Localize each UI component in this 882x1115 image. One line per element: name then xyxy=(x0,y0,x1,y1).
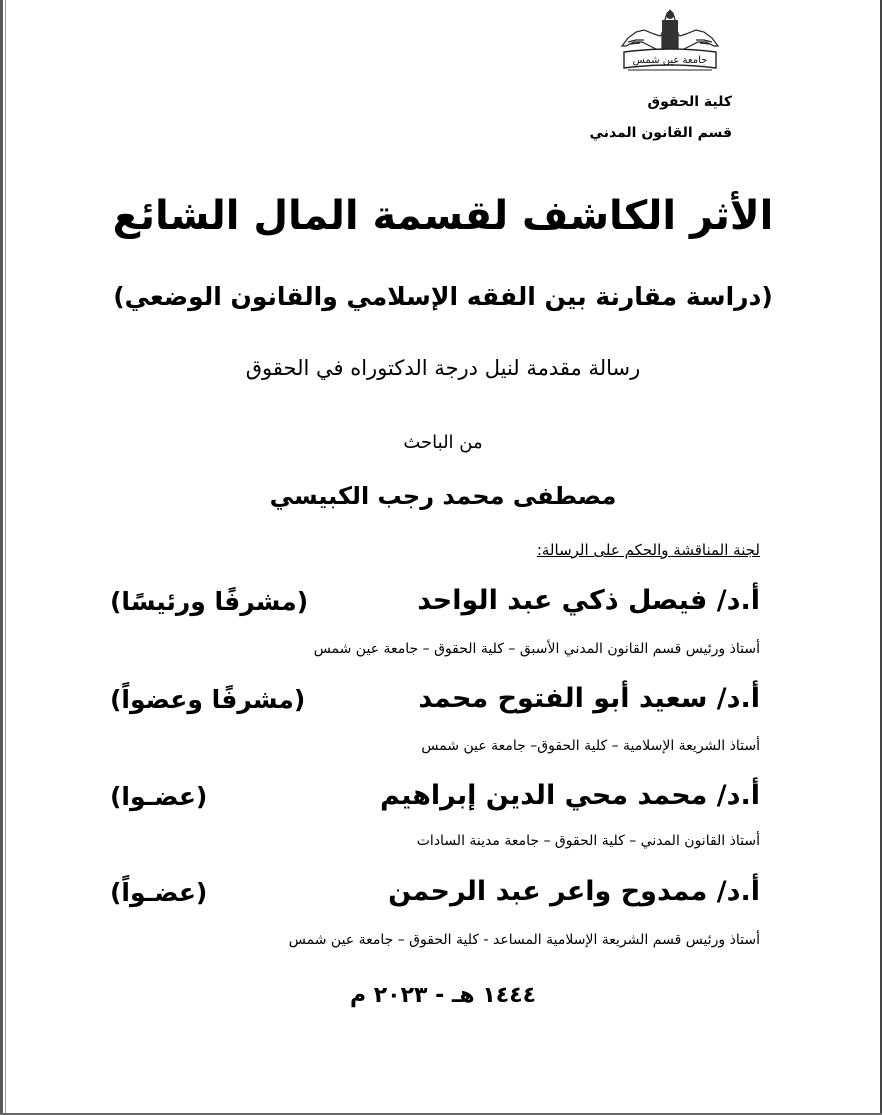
document-page xyxy=(6,0,880,1113)
member-description: أستاذ ورئيس قسم الشريعة الإسلامية المساعد - كلية الحقوق – جامعة عين شمس xyxy=(288,932,760,948)
thesis-date: ١٤٤٤ هـ - ٢٠٢٣ م xyxy=(349,983,537,1008)
university-crest-icon xyxy=(614,6,726,84)
member-role: (مشرفًا وعضواً) xyxy=(110,685,306,714)
member-description: أستاذ القانون المدني – كلية الحقوق – جامعة مدينة السادات xyxy=(416,833,760,849)
member-role: (مشرفًا ورئيسًا) xyxy=(110,587,309,616)
degree-statement: رسالة مقدمة لنيل درجة الدكتوراه في الحقوق xyxy=(245,356,641,380)
member-role: (عضـواً) xyxy=(110,878,208,907)
thesis-title: الأثر الكاشف لقسمة المال الشائع xyxy=(112,193,774,239)
member-description: أستاذ الشريعة الإسلامية – كلية الحقوق– جامعة عين شمس xyxy=(421,738,760,754)
member-role: (عضـوا) xyxy=(110,782,208,811)
logo-text: جامعة عين شمس xyxy=(632,55,708,66)
member-name: أ.د/ فيصل ذكي عبد الواحد xyxy=(417,585,760,616)
member-name: أ.د/ محمد محي الدين إبراهيم xyxy=(380,780,760,811)
committee-heading: لجنة المناقشة والحكم على الرسالة: xyxy=(536,541,760,559)
member-name: أ.د/ ممدوح واعر عبد الرحمن xyxy=(388,876,760,907)
researcher-name: مصطفى محمد رجب الكبيسي xyxy=(269,482,617,510)
from-researcher-label: من الباحث xyxy=(403,432,483,453)
department-name: قسم القانون المدني xyxy=(589,125,732,141)
faculty-name: كلية الحقوق xyxy=(647,94,732,110)
member-name: أ.د/ سعيد أبو الفتوح محمد xyxy=(418,683,760,714)
member-description: أستاذ ورئيس قسم القانون المدني الأسبق – كلية الحقوق – جامعة عين شمس xyxy=(313,641,760,657)
page-border-left xyxy=(0,0,3,1115)
thesis-subtitle: (دراسة مقارنة بين الفقه الإسلامي والقانون الوضعي) xyxy=(113,282,773,311)
